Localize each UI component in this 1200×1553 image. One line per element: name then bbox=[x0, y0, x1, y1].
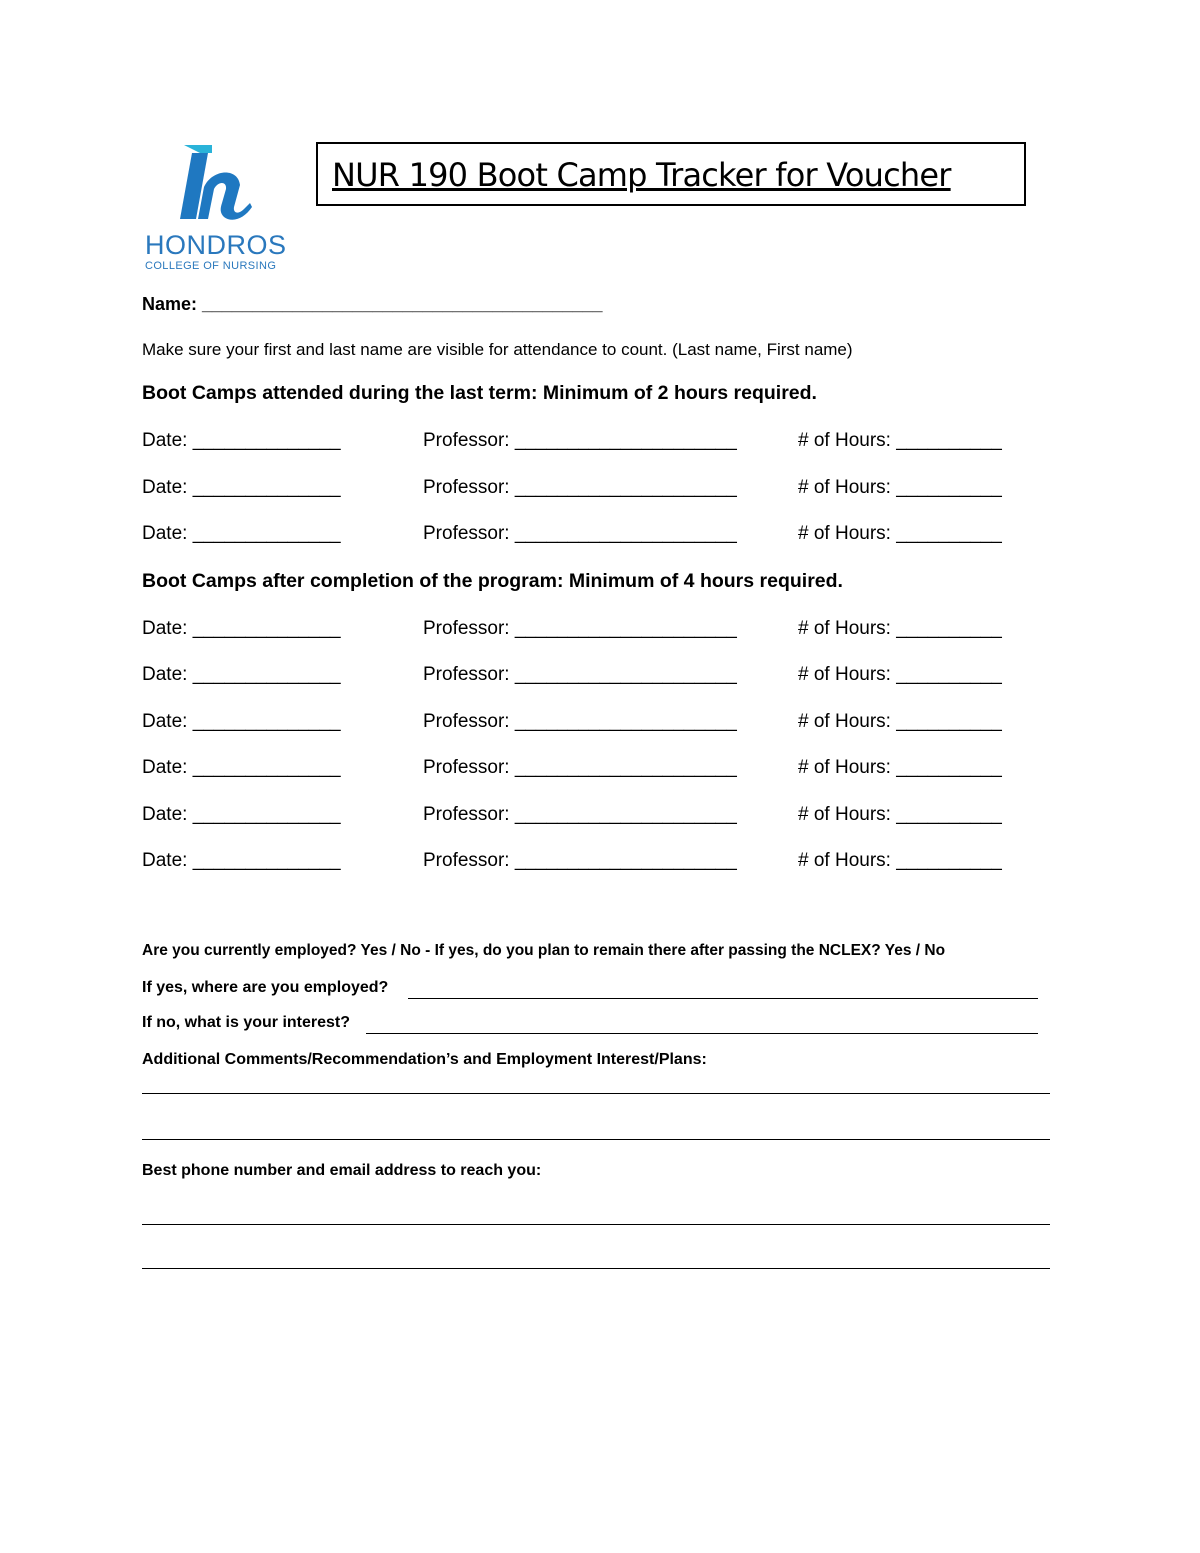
boot-camp-row bbox=[142, 523, 1042, 553]
professor-field[interactable]: Professor: _____________________ bbox=[423, 664, 737, 685]
date-field[interactable]: Date: ______________ bbox=[142, 477, 341, 498]
date-field[interactable]: Date: ______________ bbox=[142, 430, 341, 451]
date-field[interactable]: Date: ______________ bbox=[142, 618, 341, 639]
hours-field[interactable]: # of Hours: __________ bbox=[798, 804, 1002, 825]
date-field[interactable]: Date: ______________ bbox=[142, 850, 341, 871]
comments-label: Additional Comments/Recommendation’s and Employment Interest/Plans: bbox=[142, 1051, 707, 1068]
name-note: Make sure your first and last name are visible for attendance to count. (Last name, First name) bbox=[142, 340, 853, 359]
where-employed-line[interactable] bbox=[408, 998, 1038, 999]
page-title: NUR 190 Boot Camp Tracker for Voucher bbox=[332, 156, 951, 194]
comments-line[interactable] bbox=[142, 1093, 1050, 1094]
boot-camp-row bbox=[142, 664, 1042, 694]
boot-camp-row bbox=[142, 711, 1042, 741]
contact-line[interactable] bbox=[142, 1268, 1050, 1269]
title-box bbox=[316, 142, 1026, 206]
contact-line[interactable] bbox=[142, 1224, 1050, 1225]
hours-field[interactable]: # of Hours: __________ bbox=[798, 430, 1002, 451]
hours-field[interactable]: # of Hours: __________ bbox=[798, 523, 1002, 544]
hours-field[interactable]: # of Hours: __________ bbox=[798, 664, 1002, 685]
date-field[interactable]: Date: ______________ bbox=[142, 804, 341, 825]
boot-camp-row bbox=[142, 477, 1042, 507]
hours-field[interactable]: # of Hours: __________ bbox=[798, 477, 1002, 498]
logo-subtitle: COLLEGE OF NURSING bbox=[145, 260, 277, 272]
date-field[interactable]: Date: ______________ bbox=[142, 664, 341, 685]
professor-field[interactable]: Professor: _____________________ bbox=[423, 430, 737, 451]
boot-camp-row bbox=[142, 804, 1042, 834]
hondros-logo bbox=[142, 143, 292, 273]
employment-question: Are you currently employed? Yes / No - If yes, do you plan to remain there after passing the NCLEX? Yes / No bbox=[142, 942, 946, 959]
section-last-term-heading: Boot Camps attended during the last term: Minimum of 2 hours required. bbox=[142, 382, 817, 404]
boot-camp-row bbox=[142, 757, 1042, 787]
professor-field[interactable]: Professor: _____________________ bbox=[423, 804, 737, 825]
professor-field[interactable]: Professor: _____________________ bbox=[423, 711, 737, 732]
section-after-completion-heading: Boot Camps after completion of the program: Minimum of 4 hours required. bbox=[142, 570, 843, 592]
boot-camp-row bbox=[142, 430, 1042, 460]
comments-line[interactable] bbox=[142, 1139, 1050, 1140]
contact-label: Best phone number and email address to reach you: bbox=[142, 1162, 542, 1179]
hondros-h-icon bbox=[178, 143, 258, 223]
professor-field[interactable]: Professor: _____________________ bbox=[423, 477, 737, 498]
professor-field[interactable]: Professor: _____________________ bbox=[423, 757, 737, 778]
hours-field[interactable]: # of Hours: __________ bbox=[798, 711, 1002, 732]
hours-field[interactable]: # of Hours: __________ bbox=[798, 850, 1002, 871]
hours-field[interactable]: # of Hours: __________ bbox=[798, 618, 1002, 639]
date-field[interactable]: Date: ______________ bbox=[142, 711, 341, 732]
professor-field[interactable]: Professor: _____________________ bbox=[423, 850, 737, 871]
date-field[interactable]: Date: ______________ bbox=[142, 757, 341, 778]
logo-name: HONDROS bbox=[145, 230, 287, 260]
date-field[interactable]: Date: ______________ bbox=[142, 523, 341, 544]
professor-field[interactable]: Professor: _____________________ bbox=[423, 523, 737, 544]
interest-line[interactable] bbox=[366, 1033, 1038, 1034]
interest-label: If no, what is your interest? bbox=[142, 1014, 351, 1031]
boot-camp-row bbox=[142, 850, 1042, 880]
where-employed-label: If yes, where are you employed? bbox=[142, 979, 389, 996]
professor-field[interactable]: Professor: _____________________ bbox=[423, 618, 737, 639]
hours-field[interactable]: # of Hours: __________ bbox=[798, 757, 1002, 778]
boot-camp-row bbox=[142, 618, 1042, 648]
name-field[interactable]: Name: ________________________________________ bbox=[142, 294, 603, 314]
